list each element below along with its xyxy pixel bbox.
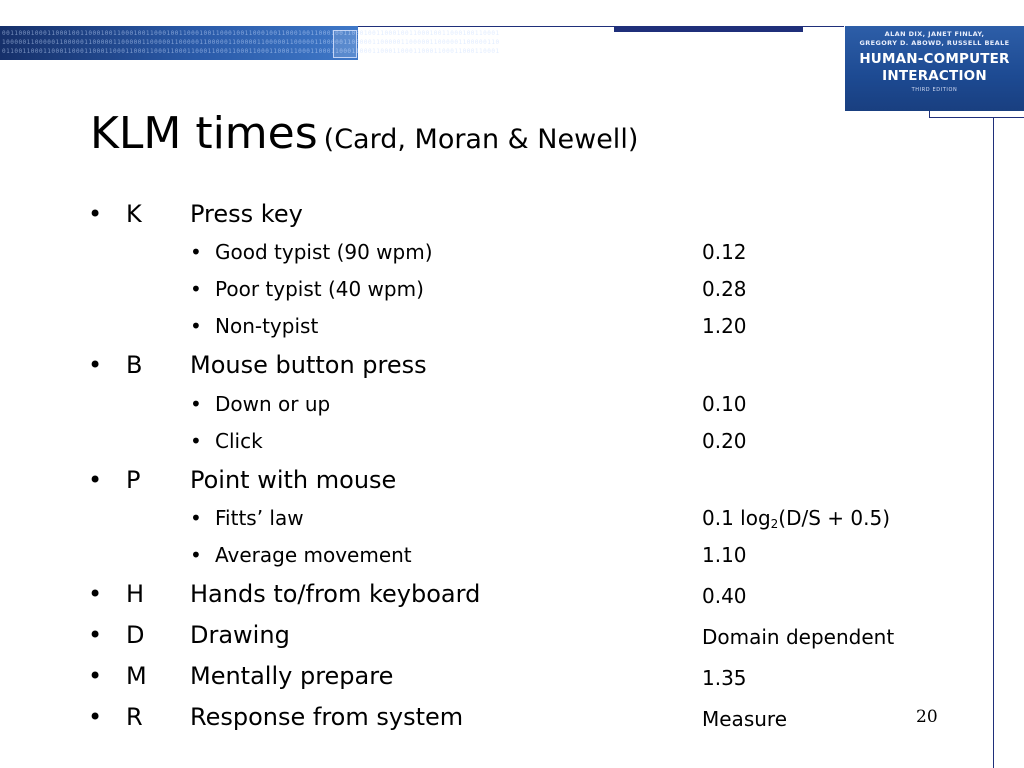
bullet: • bbox=[88, 621, 103, 649]
sub-label: Down or up bbox=[215, 392, 331, 416]
operator-label: Mouse button press bbox=[190, 351, 427, 379]
operator-label: Mentally prepare bbox=[190, 662, 394, 690]
fitts-formula-prefix: 0.1 log bbox=[702, 506, 771, 530]
binary-text-line-1: 0011000100011000100110001001100010011000100110001001100010011000100110001001100010011000100110001001100010011000100110001 bbox=[2, 30, 500, 37]
book-title-line-1: HUMAN-COMPUTER bbox=[859, 51, 1010, 67]
time-value: 0.20 bbox=[702, 429, 747, 453]
time-value: 0.40 bbox=[702, 584, 747, 608]
operator-code: P bbox=[126, 466, 141, 494]
binary-banner bbox=[0, 26, 500, 60]
operator-label: Drawing bbox=[190, 621, 290, 649]
operator-label: Press key bbox=[190, 200, 303, 228]
header-accent-bar bbox=[614, 26, 803, 32]
sub-label: Good typist (90 wpm) bbox=[215, 240, 433, 264]
bullet: • bbox=[190, 506, 202, 530]
slide-title bbox=[90, 108, 638, 166]
book-authors bbox=[845, 30, 1024, 48]
book-edition: THIRD EDITION bbox=[911, 87, 958, 93]
operator-code: M bbox=[126, 662, 147, 690]
binary-text-line-2: 1000001100000110000011000001100000110000011000001100000110000011000001100000110000011000001100000110000011000001100000110 bbox=[2, 39, 500, 46]
time-value: 1.10 bbox=[702, 543, 747, 567]
binary-text-line-3: 0110011000110001100011000110001100011000110001100011000110001100011000110001100011000110001100011000110001100011000110001 bbox=[2, 48, 500, 55]
page-number: 20 bbox=[916, 707, 938, 727]
book-authors-line-2: GREGORY D. ABOWD, RUSSELL BEALE bbox=[859, 39, 1010, 47]
operator-code: R bbox=[126, 703, 143, 731]
logo-frame bbox=[929, 110, 1024, 118]
operator-code: K bbox=[126, 200, 142, 228]
operator-code: H bbox=[126, 580, 145, 608]
sub-label: Average movement bbox=[215, 543, 412, 567]
slide-title-citation: (Card, Moran & Newell) bbox=[323, 124, 639, 155]
time-value: Domain dependent bbox=[702, 625, 895, 649]
operator-code: D bbox=[126, 621, 145, 649]
bullet: • bbox=[88, 662, 103, 690]
bullet: • bbox=[88, 466, 103, 494]
bullet: • bbox=[190, 392, 202, 416]
sub-label: Poor typist (40 wpm) bbox=[215, 277, 424, 301]
time-value: Measure bbox=[702, 707, 787, 731]
right-vertical-rule bbox=[993, 118, 994, 768]
time-value: 0.28 bbox=[702, 277, 747, 301]
sub-label: Click bbox=[215, 429, 263, 453]
bullet: • bbox=[190, 240, 202, 264]
book-title-line-2: INTERACTION bbox=[882, 68, 987, 84]
bullet: • bbox=[190, 543, 202, 567]
fitts-formula bbox=[702, 506, 890, 531]
time-value: 1.35 bbox=[702, 666, 747, 690]
sub-label: Non-typist bbox=[215, 314, 319, 338]
binary-text bbox=[2, 29, 500, 56]
bullet: • bbox=[190, 277, 202, 301]
fitts-formula-subscript: 2 bbox=[770, 517, 779, 531]
time-value: 0.10 bbox=[702, 392, 747, 416]
book-title bbox=[845, 51, 1024, 85]
time-value: 1.20 bbox=[702, 314, 747, 338]
time-value: 0.12 bbox=[702, 240, 747, 264]
operator-label: Point with mouse bbox=[190, 466, 397, 494]
bullet: • bbox=[88, 351, 103, 379]
sub-label: Fitts’ law bbox=[215, 506, 304, 530]
book-cover-logo bbox=[845, 26, 1024, 111]
seal-icon bbox=[333, 30, 357, 58]
slide-title-main: KLM times bbox=[90, 108, 318, 159]
bullet: • bbox=[88, 200, 103, 228]
bullet: • bbox=[88, 703, 103, 731]
bullet: • bbox=[190, 429, 202, 453]
operator-label: Response from system bbox=[190, 703, 464, 731]
bullet: • bbox=[88, 580, 103, 608]
operator-code: B bbox=[126, 351, 143, 379]
operator-label: Hands to/from keyboard bbox=[190, 580, 481, 608]
fitts-formula-suffix: (D/S + 0.5) bbox=[778, 506, 891, 530]
bullet: • bbox=[190, 314, 202, 338]
book-authors-line-1: ALAN DIX, JANET FINLAY, bbox=[884, 30, 985, 38]
